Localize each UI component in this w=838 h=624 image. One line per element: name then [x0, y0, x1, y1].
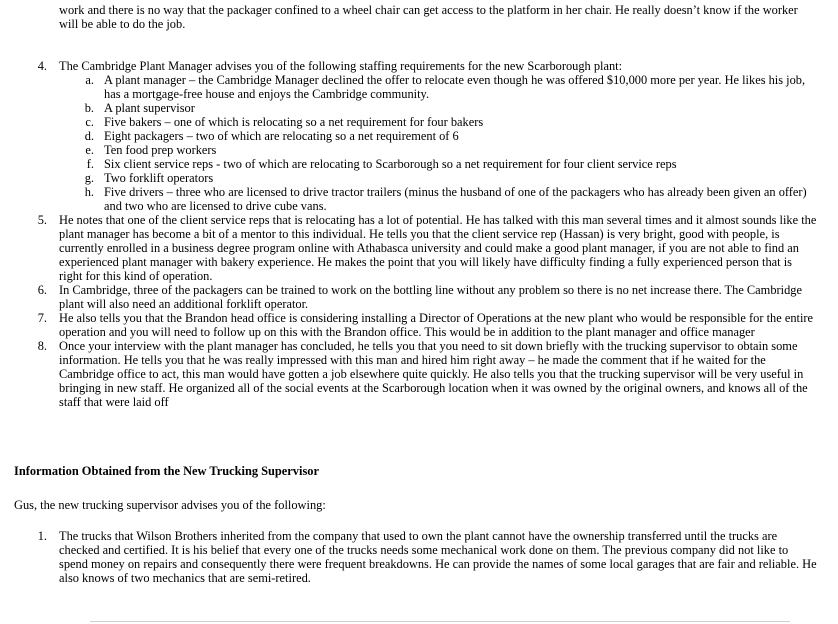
text-line: He also tells you that the Brandon head office is considering installing a Director of Operations at the new plant who would be responsible for the entire	[59, 311, 814, 325]
text-line: experienced plant manager with bakery experience. He makes the point that you will likely have difficulty finding a fully experienced person that is	[59, 255, 792, 269]
list-number: 6.	[37, 283, 47, 297]
text-line: and two who are licensed to drive cube vans.	[104, 199, 327, 213]
text-line: He notes that one of the client service reps that is relocating has a lot of potential. He has talked with this man several times and it almost sounds like the	[59, 213, 817, 227]
list-item-7	[0, 311, 838, 339]
text-line: Eight packagers – two of which are relocating so a net requirement of 6	[104, 129, 459, 143]
section-heading: Information Obtained from the New Trucking Supervisor	[14, 464, 319, 478]
sub-item-e	[0, 143, 838, 157]
text-line: bringing in new staff. He organized all of the social events at the Scarborough location when it was owned by the original owners, and knows all of the	[59, 381, 808, 395]
text-line: plant will also need an additional forklift operator.	[59, 297, 309, 311]
list-item-8	[0, 339, 838, 409]
text-line: Six client service reps - two of which are relocating to Scarborough so a net requirement for four client service reps	[104, 157, 677, 171]
list-number: 4.	[37, 59, 47, 73]
list-number: 8.	[37, 339, 47, 353]
page-divider	[90, 621, 790, 622]
text-line: operation and you will need to follow up on this with the Brandon office. This would be in addition to the plant manager and office manager	[59, 325, 755, 339]
text-line: The trucks that Wilson Brothers inherited from the company that used to own the plant cannot have the ownership transferred until the trucks are	[59, 529, 778, 543]
sub-item-d	[0, 129, 838, 143]
text-line: A plant supervisor	[104, 101, 195, 115]
list-item-5	[0, 213, 838, 283]
sub-letter: h.	[84, 185, 94, 199]
sub-letter: d.	[84, 129, 94, 143]
text-line: plant manager has become a bit of a mentor to this individual. He tells you that the client service rep (Hassan) is very bright, good with people, is	[59, 227, 780, 241]
text-line: Five bakers – one of which is relocating so a net requirement for four bakers	[104, 115, 484, 129]
list-number: 7.	[37, 311, 47, 325]
sub-letter: g.	[84, 171, 94, 185]
sub-item-h	[0, 185, 838, 213]
sub-item-a	[0, 73, 838, 101]
text-line: Cambridge office to act, this man would have gotten a job elsewhere quite quickly. He also tells you that the trucking supervisor will be very useful in	[59, 367, 804, 381]
text-line: staff that were laid off	[59, 395, 169, 409]
sub-letter: b.	[84, 101, 94, 115]
sub-item-c	[0, 115, 838, 129]
text-line: spend money on repairs and consequently there were frequent breakdowns. He can provide the names of some local garages that are fair and reliable. He	[59, 557, 817, 571]
text-line: In Cambridge, three of the packagers can be trained to work on the bottling line without any problem so there is no net increase there. The Cambridge	[59, 283, 802, 297]
list-number: 5.	[37, 213, 47, 227]
text-line: information. He tells you that he was really impressed with this man and hired him right away – he made the comment that if he waited for the	[59, 353, 766, 367]
text-line: checked and certified. It is his belief that every one of the trucks needs some mechanical work done on them. The previous company did not like to	[59, 543, 789, 557]
intro-paragraph: Gus, the new trucking supervisor advises you of the following:	[14, 498, 326, 512]
numbered-list	[0, 213, 838, 409]
sub-letter: a.	[85, 73, 94, 87]
sub-letter: e.	[85, 143, 94, 157]
text-line: Once your interview with the plant manager has concluded, he tells you that you need to sit down briefly with the trucking supervisor to obtain some	[59, 339, 798, 353]
list-item-6	[0, 283, 838, 311]
sub-item-b	[0, 101, 838, 115]
text-line: will be able to do the job.	[59, 17, 186, 31]
text-line: Five drivers – three who are licensed to drive tractor trailers (minus the husband of one of the packagers who has already been given an offer)	[104, 185, 807, 199]
text-line: Ten food prep workers	[104, 143, 217, 157]
sub-item-f	[0, 157, 838, 171]
sub-letter: f.	[86, 157, 94, 171]
text-line: currently enrolled in a business degree program online with Athabasca university and could make a good plant manager, if you are not able to find an	[59, 241, 799, 255]
text-line: right for this kind of operation.	[59, 269, 213, 283]
text-line: work and there is no way that the packager confined to a wheel chair can get access to the platform in her chair. He really doesn’t know if the worker	[59, 3, 798, 17]
text-line: also knows of two mechanics that are semi-retired.	[59, 571, 311, 585]
list-item-text: The Cambridge Plant Manager advises you of the following staffing requirements for the new Scarborough plant:	[59, 59, 623, 73]
text-line: A plant manager – the Cambridge Manager declined the offer to relocate even though he was offered $10,000 more per year. He likes his job,	[104, 73, 806, 87]
text-line: Two forklift operators	[104, 171, 214, 185]
sub-letter: c.	[85, 115, 94, 129]
text-line: has a mortgage-free house and enjoys the Cambridge community.	[104, 87, 430, 101]
continuation-text	[59, 3, 798, 31]
list-number: 1.	[37, 529, 47, 543]
sub-list	[0, 73, 838, 213]
sub-item-g	[0, 171, 838, 185]
